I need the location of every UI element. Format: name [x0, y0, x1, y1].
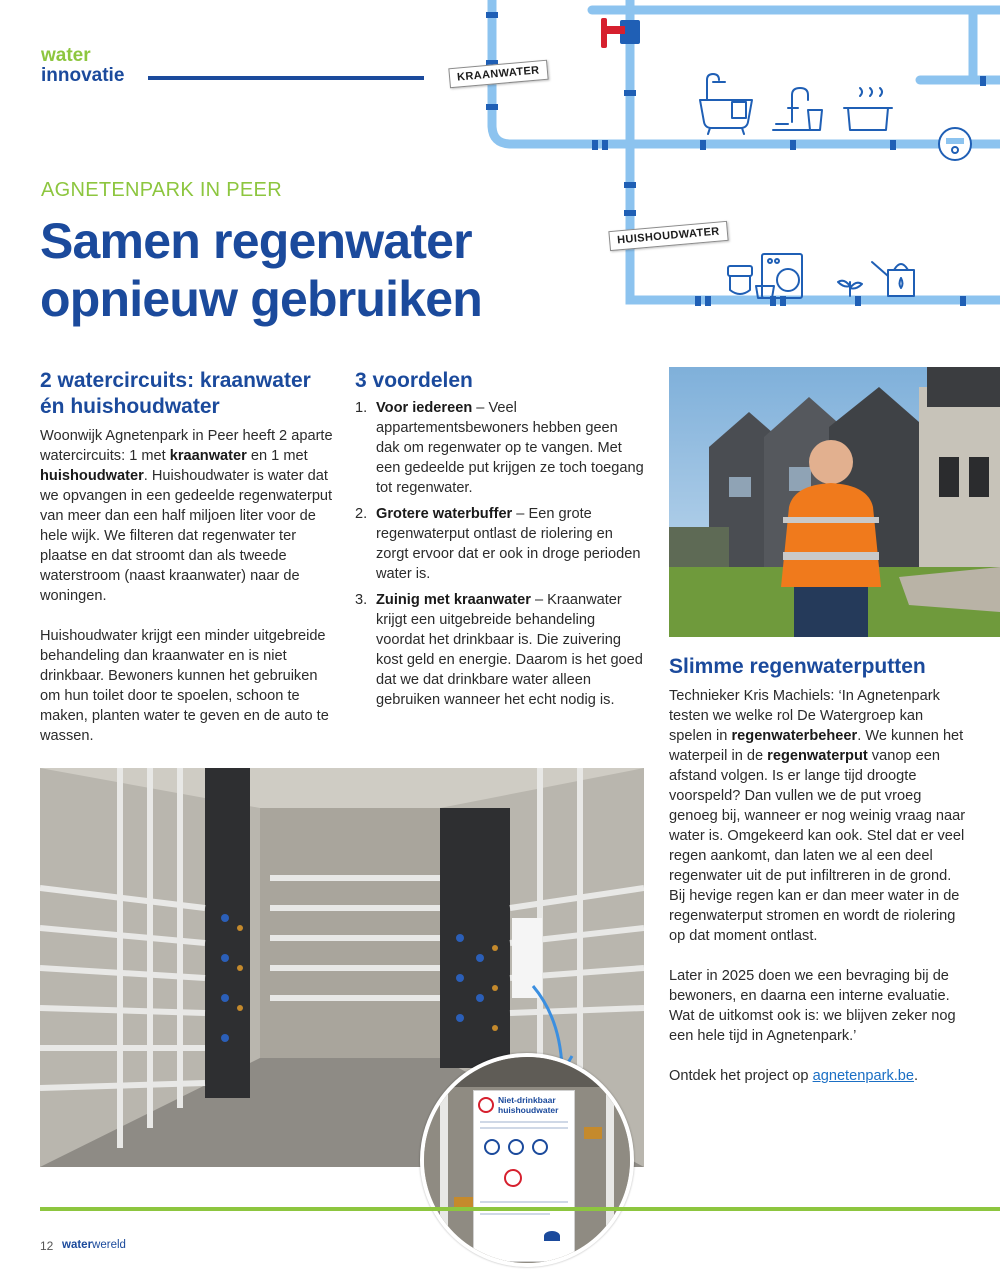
watercircuits-heading-line2: én huishoudwater	[40, 395, 220, 418]
watercircuits-heading	[40, 368, 340, 420]
watercircuits-body	[40, 426, 340, 746]
column-watercircuits	[40, 368, 340, 766]
footer-brand: waterwereld	[62, 1239, 126, 1251]
article-title	[40, 212, 600, 328]
regenwaterputten-body	[669, 686, 969, 1086]
masthead-rule	[148, 76, 424, 80]
watercircuits-paragraph-2: Huishoudwater krijgt een minder uitgebreide behandeling dan kraanwater en is niet drinkbaar. Bewoners kunnen het gebruiken om hun toilet door te spoelen, schoon te maken, planten water te geven en de auto te wassen.	[40, 628, 329, 744]
section-brand-innovatie: innovatie	[41, 65, 125, 86]
niet-drinkbaar-sign	[473, 1090, 575, 1262]
footer-rule	[40, 1207, 1000, 1211]
bath-shower-icon	[700, 74, 752, 134]
water-meter-icon	[939, 128, 971, 160]
technician-photo	[669, 367, 1000, 637]
de-watergroep-logo	[544, 1231, 560, 1241]
sign-title-line2: huishoudwater	[498, 1105, 559, 1115]
toilet-icon	[728, 266, 752, 294]
cleaning-use-icon	[508, 1139, 524, 1155]
sign-closeup-inset	[420, 1053, 634, 1267]
watercircuits-heading-line1: 2 watercircuits: kraanwater	[40, 369, 311, 392]
label-huishoudwater: HUISHOUDWATER	[608, 221, 728, 251]
no-drinking-icon	[478, 1097, 494, 1113]
article-title-line1: Samen regenwater	[40, 213, 472, 269]
faucet-sink-icon	[773, 88, 822, 130]
watercircuits-paragraph-1: Woonwijk Agnetenpark in Peer heeft 2 aparte watercircuits: 1 met kraanwater en 1 met huishoudwater. Huishoudwater is water dat we opvangen in een gedeelde regenwaterput van meer dan een half miljoen liter voor de hele wijk. We filteren dat regenwater ter plaatse en dat stroomt dan als tweede waterstroom (naast kraanwater) naar de woningen.	[40, 428, 333, 604]
regenwaterputten-paragraph-1: Technieker Kris Machiels: ‘In Agnetenpark testen we welke rol De Watergroep kan spelen in regenwaterbeheer. We kunnen het waterpeil in de regenwaterput vanop een afstand volgen. Is er lange tijd droogte voorspeld? Dan vullen we de put vroeg genoeg bij, wanneer er nog weinig vraag naar water is. Omgekeerd kan ook. Stel dat er veel regen aankomt, dan laten we al een deel regenwater uit de put infiltreren in de grond. Bij hevige regen kan er dan meer water in de regenwaterput stromen en wordt de riolering op dat moment ontlast.	[669, 688, 966, 944]
page-number: 12	[40, 1239, 54, 1253]
toilet-use-icon	[484, 1139, 500, 1155]
watering-can-plant-icon	[838, 262, 914, 296]
no-drinking-icon-2	[504, 1169, 522, 1187]
article-kicker: AGNETENPARK IN PEER	[41, 179, 282, 201]
label-kraanwater: KRAANWATER	[448, 60, 548, 89]
voordeel-item: 1. Voor iedereen – Veel appartementsbewoners hebben geen dak om regenwater op te vangen. Met een gedeelde put krijgen ze toch toegang tot regenwater.	[355, 400, 644, 496]
regenwaterputten-paragraph-3: Ontdek het project op agnetenpark.be.	[669, 1068, 919, 1084]
column-slimme-regenwaterputten	[669, 654, 969, 1106]
agnetenpark-link[interactable]: agnetenpark.be	[812, 1068, 915, 1084]
kraanwater-pipe-left	[492, 0, 1000, 144]
regenwaterputten-heading: Slimme regenwaterputten	[669, 655, 926, 678]
regenwaterputten-paragraph-2: Later in 2025 doen we een bevraging bij de bewoners, en daarna een interne evaluatie. Wat de uitkomst ook is: we blijven zeker nog een hele tijd in Agnetenpark.’	[669, 968, 956, 1044]
voordelen-list	[355, 398, 645, 710]
section-brand-water: water	[41, 45, 91, 66]
plants-use-icon	[532, 1139, 548, 1155]
article-title-line2: opnieuw gebruiken	[40, 271, 482, 327]
sign-title	[498, 1095, 558, 1115]
voordelen-heading: 3 voordelen	[355, 369, 473, 392]
voordeel-item: 2. Grotere waterbuffer – Een grote regenwaterput ontlast de riolering en zorgt ervoor dat er ook in droge perioden water is.	[355, 506, 641, 582]
column-voordelen	[355, 368, 645, 716]
sign-title-line1: Niet-drinkbaar	[498, 1095, 556, 1105]
voordeel-item: 3. Zuinig met kraanwater – Kraanwater krijgt een uitgebreide behandeling voordat het drinkbaar is. Die zuivering kost geld en energie. Daarom is het goed dat we dat drinkbare water alleen gebruiken wanneer het echt nodig is.	[355, 592, 643, 708]
cooking-pot-icon	[844, 88, 892, 130]
washing-machine-icon	[756, 254, 802, 298]
